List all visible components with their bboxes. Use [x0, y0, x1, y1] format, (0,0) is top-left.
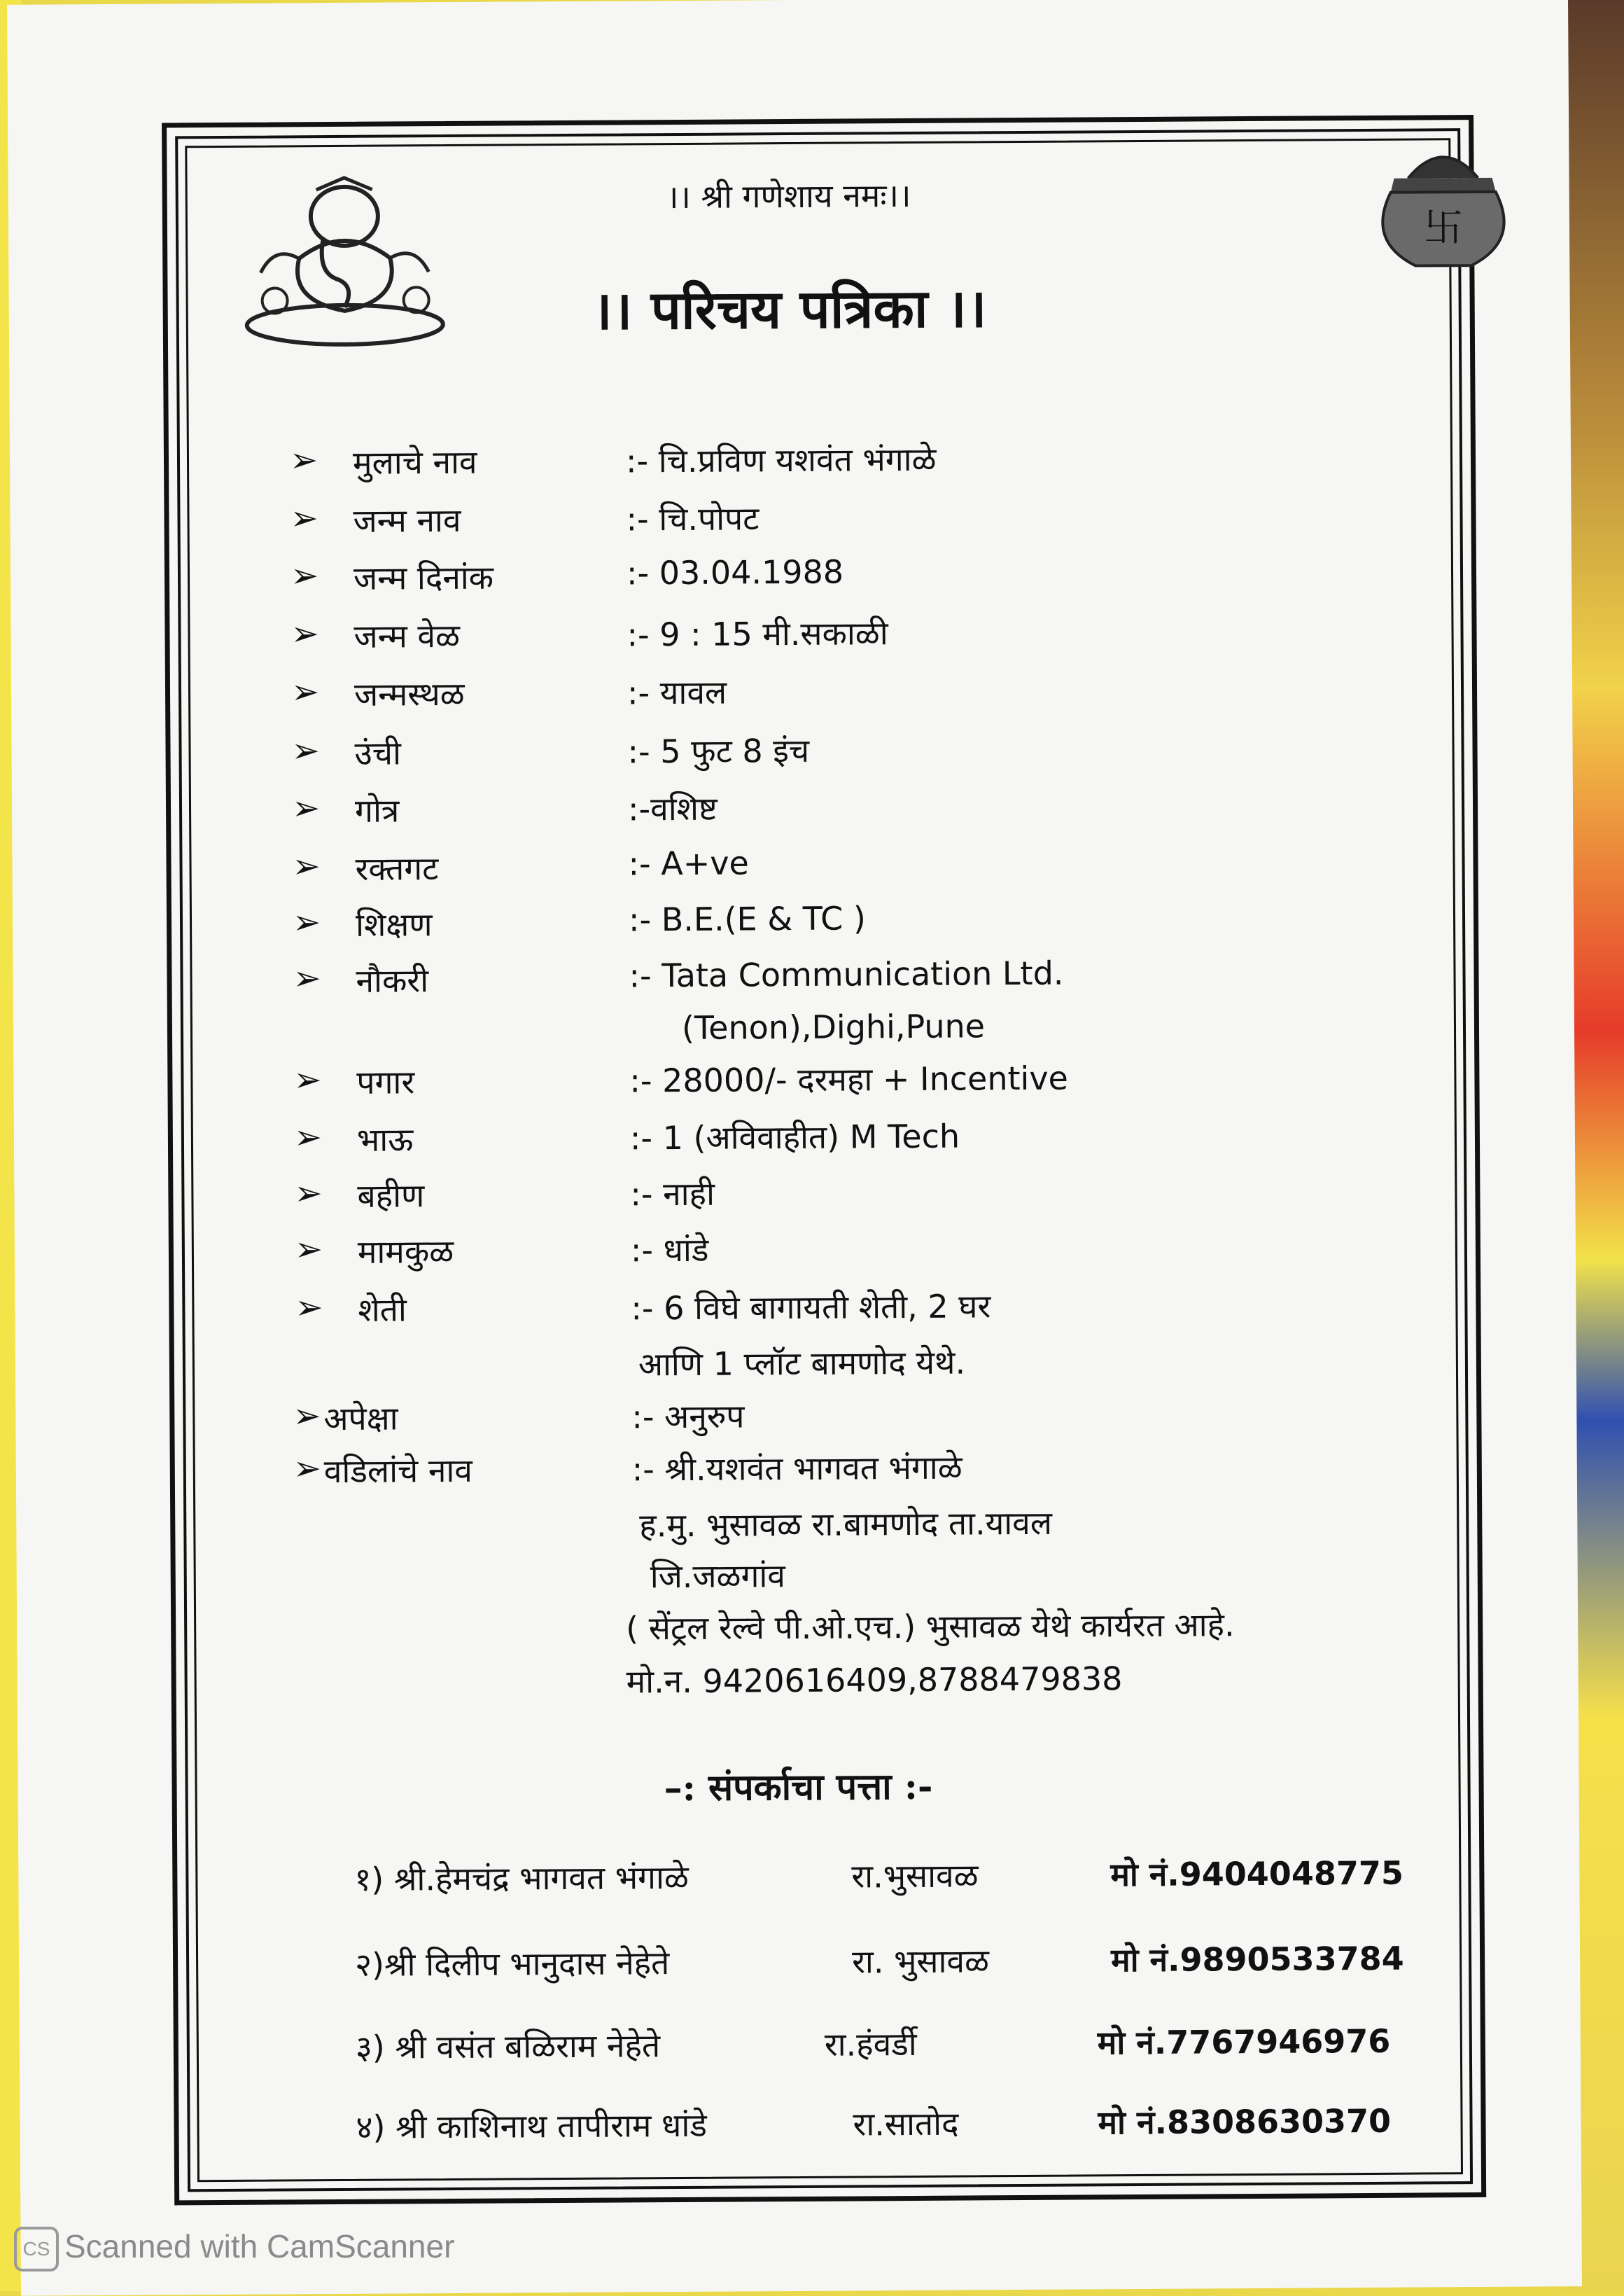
detail-label: जन्म वेळ — [354, 616, 461, 655]
detail-label: वडिलांचे नाव — [323, 1451, 473, 1491]
contact-phone: मो नं.8308630370 — [1098, 2101, 1392, 2142]
detail-value: :- श्री.यशवंत भागवत भंगाळे — [631, 1448, 962, 1489]
detail-label: शेती — [358, 1290, 407, 1329]
detail-value: :- नाही — [630, 1174, 715, 1213]
detail-label: भाऊ — [356, 1120, 414, 1159]
contact-name: ४) श्री काशिनाथ तापीराम धांडे — [356, 2106, 708, 2146]
svg-text:卐: 卐 — [1423, 205, 1464, 251]
detail-label: उंची — [354, 734, 402, 772]
detail-label: मामकुळ — [357, 1232, 454, 1271]
contact-name: २)श्री दिलीप भानुदास नेहेते — [354, 1944, 670, 1984]
arrow-icon: ➢ — [293, 1060, 322, 1100]
camscanner-logo-icon: CS — [14, 2227, 59, 2271]
detail-value: :-वशिष्ट — [627, 789, 718, 828]
contact-place: रा. भुसावळ — [851, 1942, 990, 1981]
contact-section-title: –: संपर्काचा पत्ता :- — [664, 1765, 933, 1810]
contact-phone: मो नं.7767946976 — [1097, 2022, 1391, 2062]
detail-label: नौकरी — [356, 961, 429, 1000]
arrow-icon: ➢ — [293, 1118, 323, 1157]
detail-value: :- अनुरुप — [631, 1397, 745, 1436]
father-phone: मो.न. 9420616409,8788479838 — [626, 1660, 1123, 1701]
arrow-icon: ➢ — [293, 959, 321, 999]
detail-label: पगार — [356, 1063, 415, 1101]
detail-value: :- Tata Communication Ltd. — [629, 954, 1064, 995]
detail-label: मुलाचे नाव — [352, 443, 477, 482]
arrow-icon: ➢ — [290, 499, 318, 538]
page-title: ।। परिचय पत्रिका ।। — [592, 277, 987, 342]
detail-value: :- 03.04.1988 — [626, 552, 844, 592]
detail-value: :- धांडे — [630, 1230, 709, 1269]
father-district: जि.जळगांव — [650, 1557, 786, 1596]
arrow-icon: ➢ — [290, 672, 320, 712]
detail-value: :- B.E.(E & TC ) — [628, 899, 866, 939]
contact-place: रा.भुसावळ — [851, 1856, 979, 1895]
contact-name: ३) श्री वसंत बळिराम नेहेते — [355, 2026, 661, 2066]
contact-phone: मो नं.9404048775 — [1110, 1853, 1404, 1894]
arrow-icon: ➢ — [290, 556, 319, 596]
contact-place: रा.हंवर्डी — [824, 2024, 917, 2064]
detail-label: जन्म दिनांक — [353, 558, 494, 597]
contact-phone: मो नं.9890533784 — [1110, 1939, 1404, 1980]
document-sheet — [7, 0, 1582, 2296]
detail-value: :- चि.प्रविण यशवंत भंगाळे — [625, 440, 937, 480]
detail-value: :- 5 फुट 8 इंच — [627, 731, 810, 771]
arrow-icon: ➢ — [294, 1230, 323, 1269]
shloka-heading: ।। श्री गणेशाय नमः।। — [666, 176, 911, 216]
arrow-icon: ➢ — [291, 788, 321, 828]
arrow-icon: ➢ — [289, 440, 318, 480]
detail-label: शिक्षण — [355, 905, 433, 944]
arrow-icon: ➢ — [292, 847, 321, 886]
arrow-icon: ➢ — [295, 1288, 323, 1328]
detail-value: :- 6 विघे बागायती शेती, 2 घर — [631, 1287, 991, 1328]
arrow-icon: ➢ — [293, 1396, 321, 1436]
scanner-watermark — [14, 2227, 454, 2271]
detail-label: जन्मस्थळ — [354, 674, 465, 714]
arrow-icon: ➢ — [290, 614, 319, 654]
arrow-icon: ➢ — [292, 903, 321, 942]
detail-value: :- 9 : 15 मी.सकाळी — [626, 614, 888, 654]
father-work: ( सेंट्रल रेल्वे पी.ओ.एच.) भुसावळ येथे कार्यरत आहे. — [626, 1606, 1235, 1648]
detail-value-continued: (Tenon),Dighi,Pune — [681, 1007, 986, 1047]
detail-value-continued: आणि 1 प्लॉट बामणोद येथे. — [638, 1343, 966, 1384]
detail-label: अपेक्षा — [323, 1399, 398, 1438]
detail-value: :- A+ve — [628, 844, 749, 883]
arrow-icon: ➢ — [291, 731, 320, 771]
detail-value: :- 1 (अविवाहीत) M Tech — [629, 1117, 960, 1157]
detail-label: रक्तगट — [355, 849, 439, 888]
detail-label: बहीण — [357, 1176, 425, 1215]
arrow-icon: ➢ — [294, 1174, 323, 1213]
contact-place: रा.सातोद — [853, 2104, 959, 2143]
watermark-text: Scanned with CamScanner — [64, 2228, 455, 2265]
detail-value: :- चि.पोपट — [626, 499, 760, 538]
detail-value: :- यावल — [626, 673, 727, 712]
arrow-icon: ➢ — [293, 1449, 322, 1489]
detail-label: गोत्र — [354, 791, 400, 830]
detail-label: जन्म नाव — [353, 501, 461, 540]
father-address: ह.मु. भुसावळ रा.बामणोद ता.यावल — [639, 1503, 1053, 1545]
detail-value: :- 28000/- दरमहा + Incentive — [629, 1059, 1069, 1100]
contact-name: १) श्री.हेमचंद्र भागवत भंगाळे — [354, 1858, 690, 1898]
